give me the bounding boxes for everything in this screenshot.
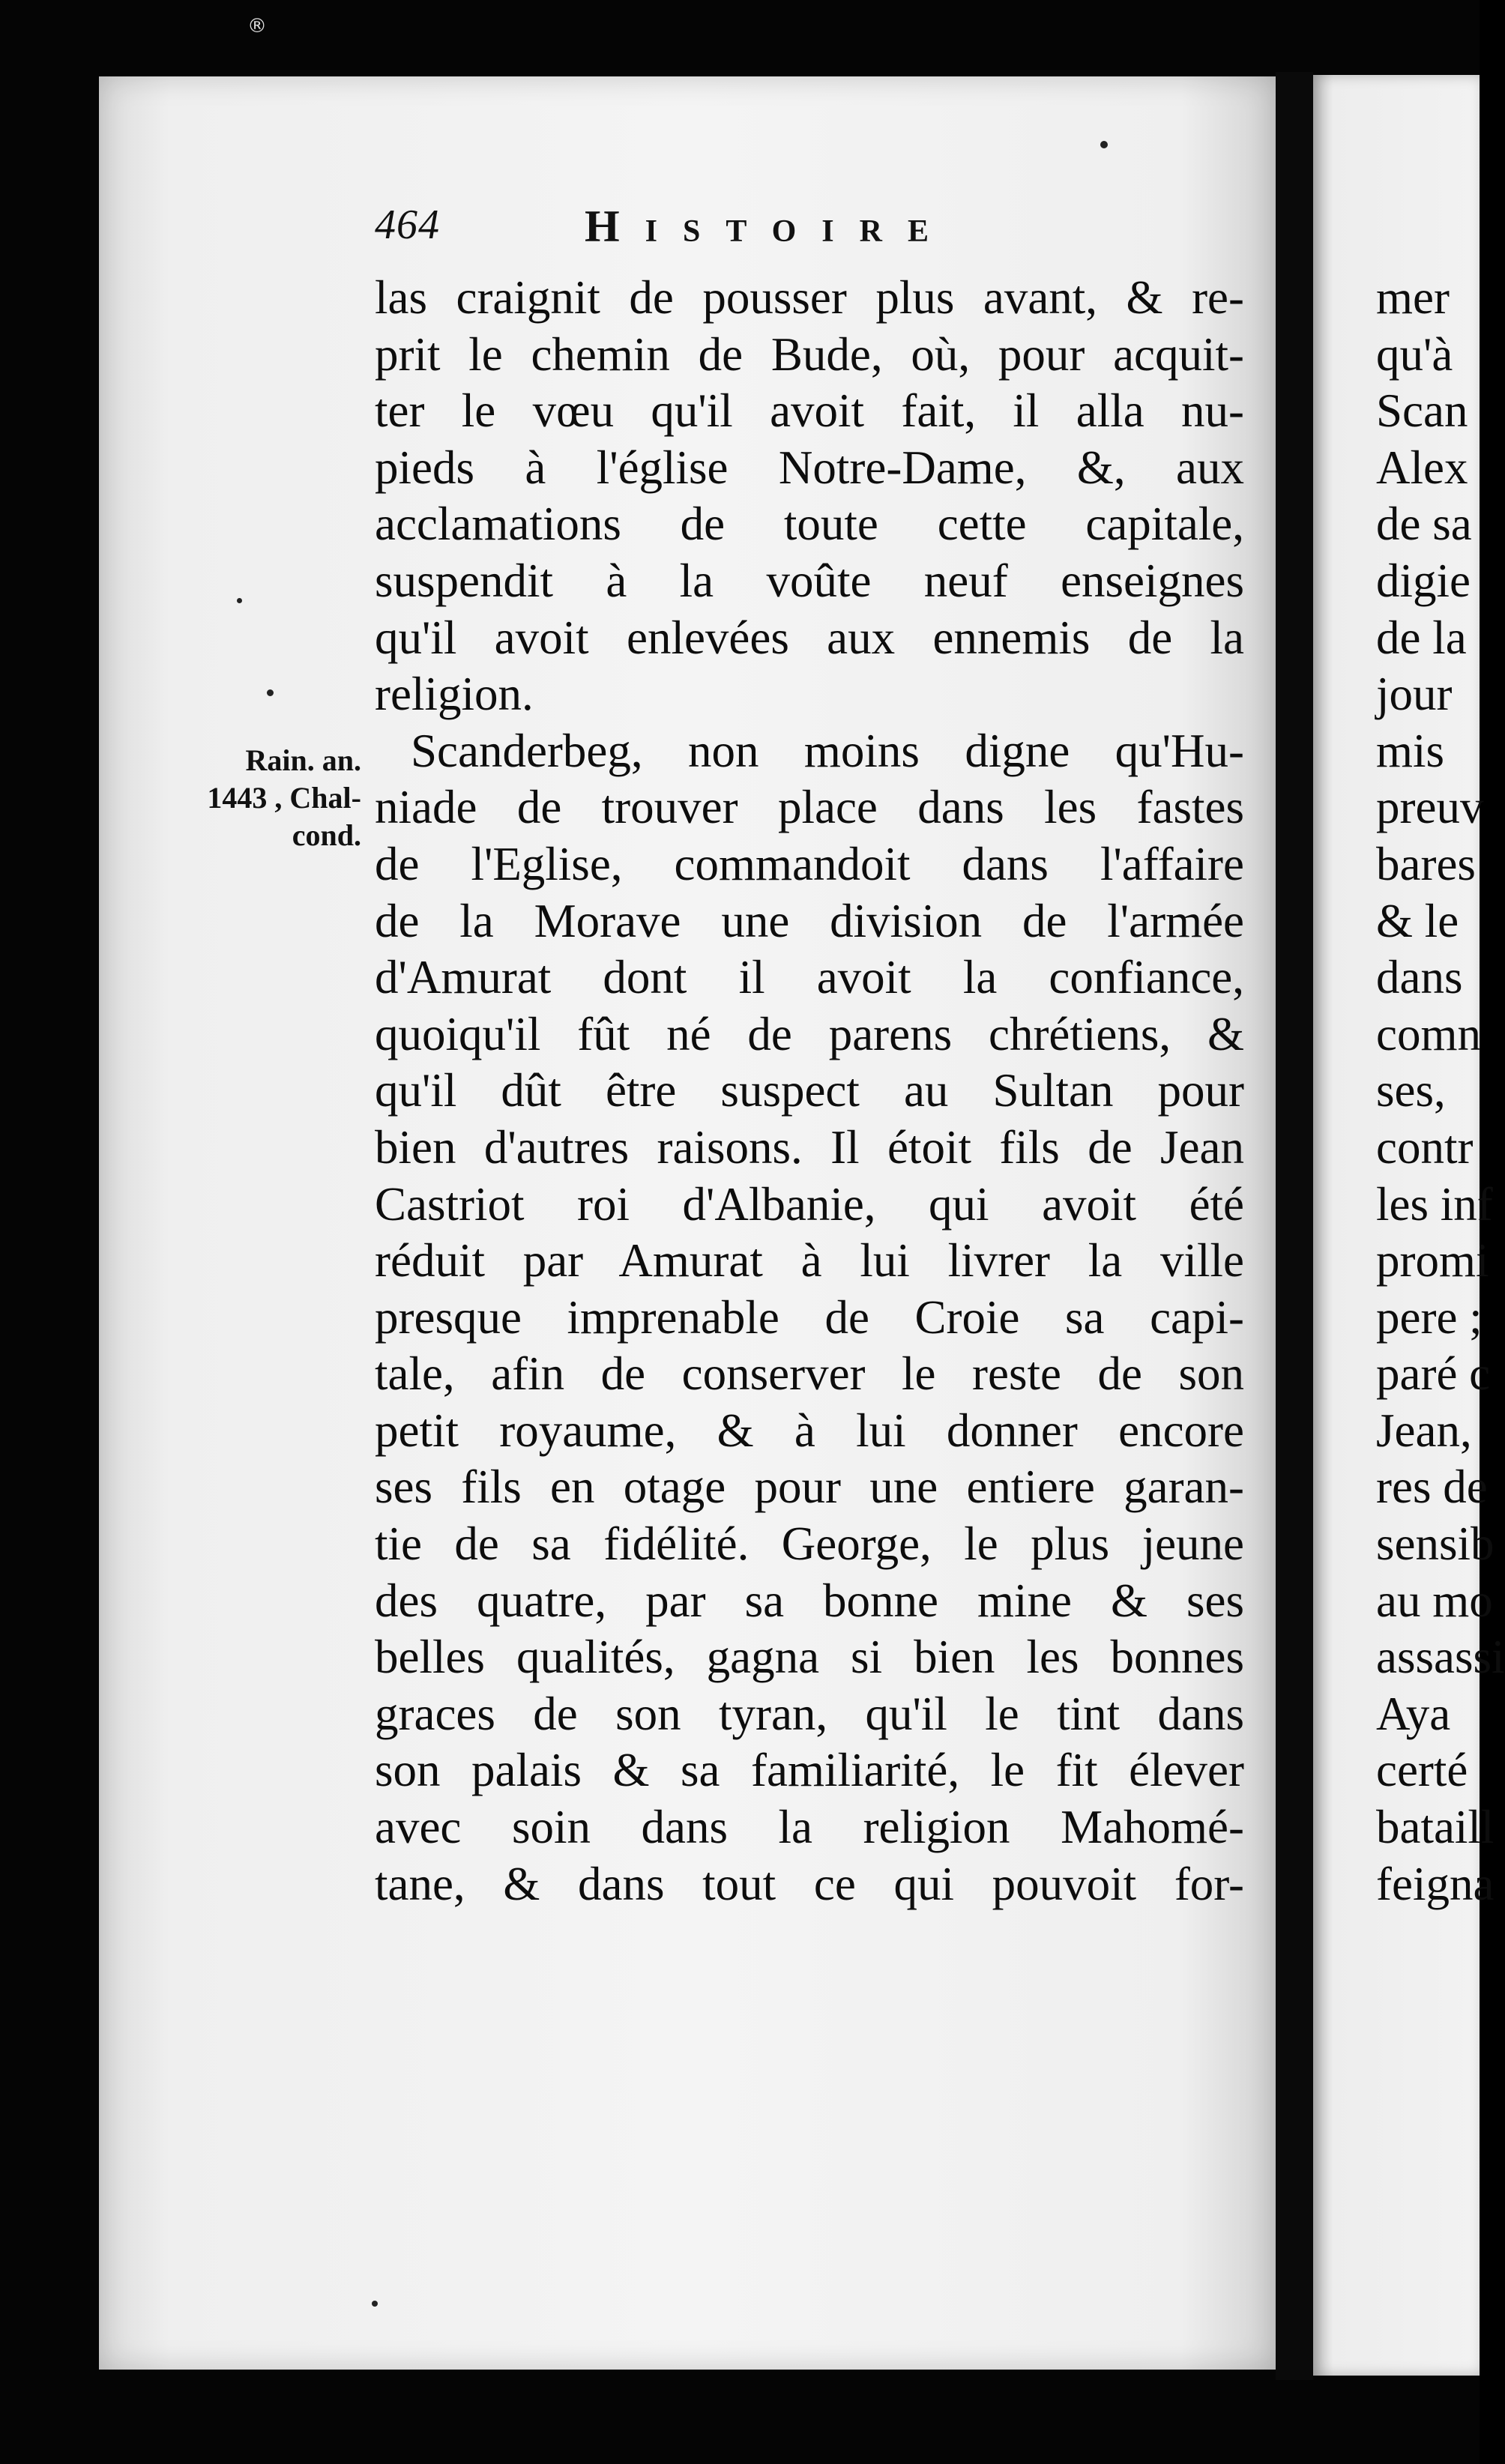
text-line: suspendit à la voûte neuf enseignes [375,554,1244,607]
text-line: des quatre, par sa bonne mine & ses [375,1574,1244,1627]
left-page-body [375,270,1244,1912]
text-line: dans [1376,951,1463,1004]
text-line: presque imprenable de Croie sa capi- [375,1290,1244,1344]
text-line: prit le chemin de Bude, où, pour acquit- [375,327,1244,381]
scanner-mark: ® [247,15,267,37]
text-line: promi [1376,1234,1489,1287]
text-line: son palais & sa familiarité, le fit élever [375,1744,1244,1797]
text-line: pere ; [1376,1290,1483,1344]
text-line: contr [1376,1120,1474,1174]
text-line: ter le vœu qu'il avoit fait, il alla nu- [375,384,1244,438]
ink-speck [1100,141,1108,148]
text-line: Scan [1376,384,1468,438]
text-line: bataill [1376,1801,1495,1854]
page-number: 464 [375,202,440,248]
text-line: petit royaume, & à lui donner encore [375,1404,1244,1457]
text-line: acclamations de toute cette capitale, [375,498,1244,551]
text-line: Scanderbeg, non moins digne qu'Hu- [411,724,1244,777]
text-line: preuv [1376,781,1484,834]
text-line: avec soin dans la religion Mahomé- [375,1801,1244,1854]
text-line: Jean, [1376,1404,1472,1457]
text-line: certé [1376,1744,1468,1797]
text-line: & le [1376,894,1459,947]
text-line: comn [1376,1007,1481,1060]
text-line: jour [1376,668,1453,721]
margin-note-line: cond. [292,818,361,852]
text-line: paré c [1376,1347,1491,1401]
text-line: graces de son tyran, qu'il le tint dans [375,1687,1244,1740]
text-line: bares [1376,837,1476,890]
text-line: mer [1376,271,1450,324]
margin-note [159,742,361,854]
text-line: les inf [1376,1177,1493,1231]
ink-speck [267,689,274,696]
ink-speck [237,598,242,603]
text-line: feigna [1376,1857,1495,1910]
text-line: belles qualités, gagna si bien les bonnes [375,1631,1244,1684]
ink-speck [372,2301,378,2307]
text-line: pieds à l'église Notre-Dame, &, aux [375,441,1244,494]
text-line: tane, & dans tout ce qui pouvoit for- [375,1857,1244,1910]
text-line: tie de sa fidélité. George, le plus jeune [375,1518,1244,1571]
text-line: de l'Eglise, commandoit dans l'affaire [375,837,1244,890]
text-line: ses, [1376,1064,1446,1117]
text-line: res de [1376,1461,1488,1514]
book-gutter [1276,72,1313,2380]
text-line: au mo [1376,1574,1493,1627]
text-line: réduit par Amurat à lui livrer la ville [375,1234,1244,1287]
text-line: de la Morave une division de l'armée [375,894,1244,947]
running-head [375,201,1049,268]
text-line: de sa [1376,498,1472,551]
margin-note-line: 1443 , Chal- [207,781,361,815]
text-line: de la [1376,611,1467,664]
text-line: niade de trouver place dans les fastes [375,781,1244,834]
right-page-body [1376,270,1505,1912]
text-line: Castriot roi d'Albanie, qui avoit été [375,1177,1244,1231]
text-line: tale, afin de conserver le reste de son [375,1347,1244,1401]
text-line: religion. [375,668,534,721]
text-line: qu'il avoit enlevées aux ennemis de la [375,611,1244,664]
text-line: bien d'autres raisons. Il étoit fils de Jean [375,1120,1244,1174]
text-line: mis [1376,724,1445,777]
text-line: qu'à [1376,327,1453,381]
running-title: Histoire [585,202,954,251]
text-line: ses fils en otage pour une entiere garan- [375,1461,1244,1514]
text-line: assassi [1376,1631,1505,1684]
text-line: quoiqu'il fût né de parens chrétiens, & [375,1007,1244,1060]
text-line: Alex [1376,441,1468,494]
text-line: qu'il dût être suspect au Sultan pour [375,1064,1244,1117]
text-line: las craignit de pousser plus avant, & re- [375,271,1244,324]
text-line: Aya [1376,1687,1451,1740]
text-line: sensib [1376,1518,1495,1571]
margin-note-line: Rain. an. [245,743,361,777]
text-line: d'Amurat dont il avoit la confiance, [375,951,1244,1004]
text-line: digie [1376,554,1471,607]
